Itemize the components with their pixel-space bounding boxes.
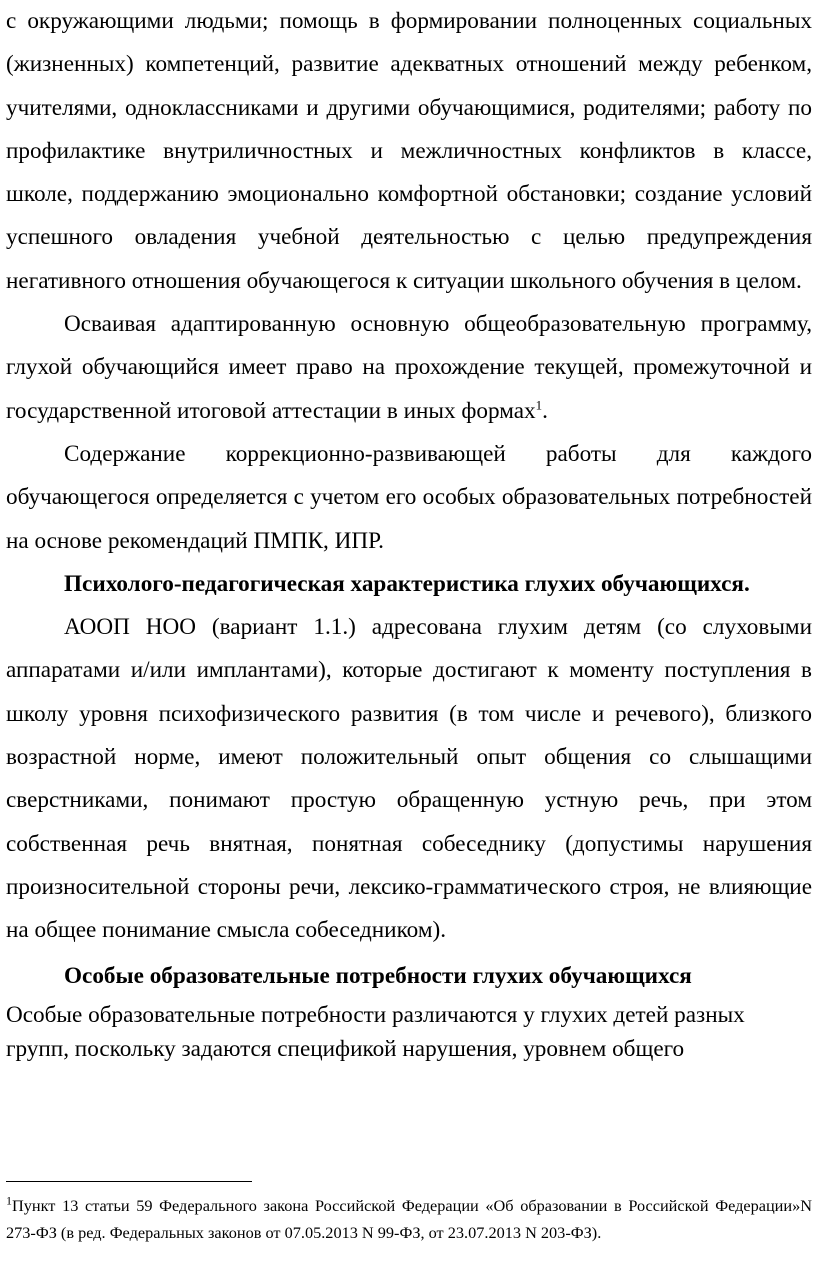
paragraph-special-needs: Особые образовательные потребности различаются у глухих детей разных групп, поскольку задаются спецификой нарушения, уровнем общего <box>6 1001 745 1062</box>
heading-special-needs: Особые образовательные потребности глухих обучающихся <box>64 962 692 989</box>
paragraph-correction-content: Содержание коррекционно-развивающей работы для каждого обучающегося определяется с учетом его особых образовательных потребностей на основе рекомендаций ПМПК, ИПР. <box>6 440 812 554</box>
footnote-reference: 1 <box>535 396 543 412</box>
paragraph-continuation: с окружающими людьми; помощь в формировании полноценных социальных (жизненных) компетенций, развитие адекватных отношений между ребенком, учителями, одноклассниками и другими обучающимися, родителями; работу по профилактике внутриличностных и межличностных конфликтов в классе, школе, поддержанию эмоционально комфортной обстановки; создание условий успешного овладения учебной деятельностью с целью предупреждения негативного отношения обучающегося к ситуации школьного обучения в целом. <box>6 8 812 294</box>
paragraph-attestation <box>6 303 812 433</box>
paragraph-attestation-text: Осваивая адаптированную основную общеобразовательную программу, глухой обучающийся имеет право на прохождение текущей, промежуточной и государственной итоговой аттестации в иных формах <box>6 311 812 424</box>
footnote-text: Пункт 13 статьи 59 Федерального закона Российской Федерации «Об образовании в Российской Федерации»N 273-ФЗ (в ред. Федеральных законов от 07.05.2013 N 99-ФЗ, от 23.07.2013 N 203-ФЗ). <box>6 1196 812 1242</box>
heading-psych-characteristics: Психолого-педагогическая характеристика глухих обучающихся. <box>64 570 750 597</box>
footnote-separator <box>6 1181 252 1182</box>
footnote <box>6 1192 812 1246</box>
paragraph-aoop: АООП НОО (вариант 1.1.) адресована глухим детям (со слуховыми аппаратами и/или имплантами), которые достигают к моменту поступления в школу уровня психофизического развития (в том числе и речевого), близкого возрастной норме, имеют положительный опыт общения со слышащими сверстниками, понимают простую обращенную устную речь, при этом собственная речь внятная, понятная собеседнику (допустимы нарушения произносительной стороны речи, лексико-грамматического строя, не влияющие на общее понимание смысла собеседником). <box>6 614 812 944</box>
paragraph-attestation-end: . <box>542 397 548 424</box>
document-page <box>6 0 812 1066</box>
footnote-number: 1 <box>6 1193 12 1208</box>
